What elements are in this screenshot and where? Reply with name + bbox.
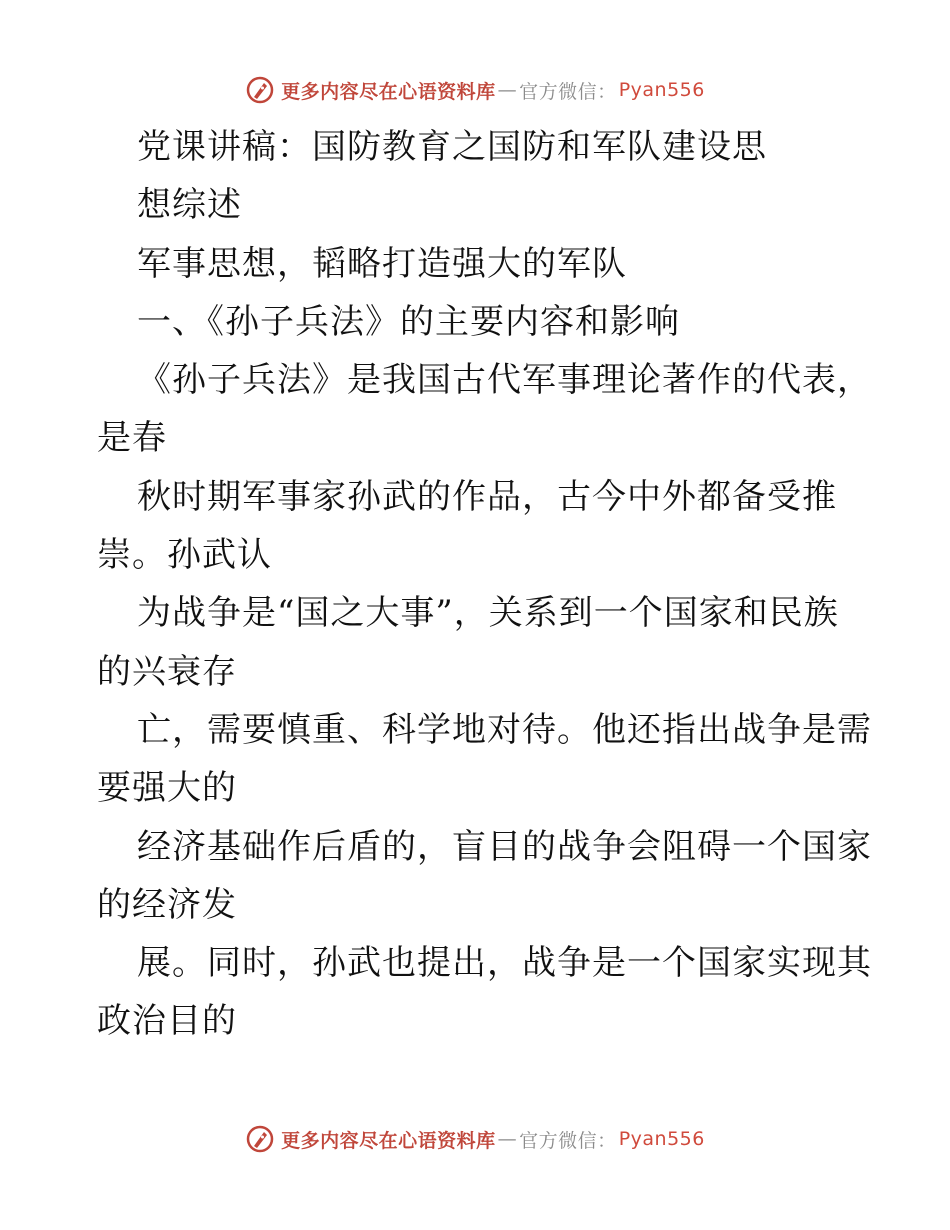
fountain-pen-circle-icon — [245, 1124, 275, 1154]
document-title: 党课讲稿：国防教育之国防和军队建设思 — [137, 127, 767, 167]
paragraph-line: 政治目的 — [97, 1001, 237, 1042]
header-watermark — [0, 70, 950, 110]
document-body — [97, 118, 887, 1051]
paragraph-line: 为战争是“国之大事”，关系到一个国家和民族 — [137, 593, 839, 634]
document-title-continued: 想综述 — [137, 185, 242, 226]
paragraph-line: 崇。孙武认 — [97, 535, 272, 576]
fountain-pen-circle-icon — [245, 75, 275, 105]
watermark-wechat-id: Pyan556 — [618, 1128, 705, 1150]
paragraph-line: 要强大的 — [97, 768, 237, 809]
subsection-heading: 一、《孙子兵法》的主要内容和影响 — [137, 301, 680, 342]
watermark-dash: — — [497, 1128, 518, 1150]
watermark-wechat-id: Pyan556 — [618, 79, 705, 101]
watermark-brand: 更多内容尽在心语资料库 — [281, 1129, 496, 1152]
paragraph-line: 展。同时，孙武也提出，战争是一个国家实现其 — [137, 943, 872, 984]
paragraph-line: 的经济发 — [97, 884, 237, 925]
section-heading: 军事思想，韬略打造强大的军队 — [137, 243, 627, 284]
paragraph-line: 《孙子兵法》是我国古代军事理论著作的代表， — [137, 360, 872, 401]
watermark-dash: — — [497, 79, 518, 101]
paragraph-line: 秋时期军事家孙武的作品，古今中外都备受推 — [137, 476, 837, 517]
paragraph-line: 经济基础作后盾的，盲目的战争会阻碍一个国家 — [137, 826, 872, 867]
paragraph-line: 亡，需要慎重、科学地对待。他还指出战争是需 — [137, 709, 872, 750]
watermark-official-label: 官方微信： — [519, 80, 617, 103]
footer-watermark — [0, 1119, 950, 1159]
paragraph-line: 是春 — [97, 418, 167, 459]
watermark-brand: 更多内容尽在心语资料库 — [281, 80, 496, 103]
paragraph-line: 的兴衰存 — [97, 651, 237, 692]
watermark-official-label: 官方微信： — [519, 1129, 617, 1152]
